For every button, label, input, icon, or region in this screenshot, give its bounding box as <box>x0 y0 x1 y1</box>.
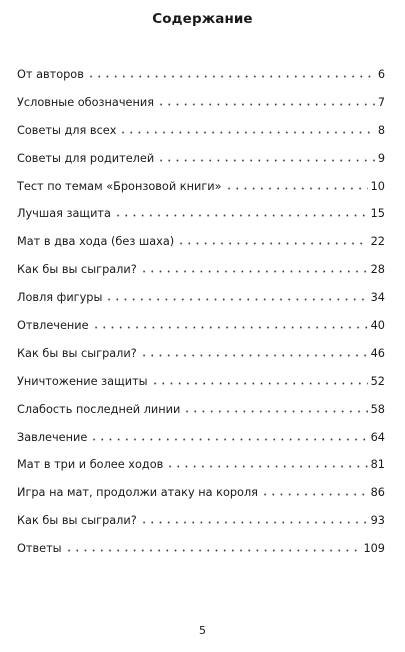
toc-entry <box>17 290 385 318</box>
dot-leader <box>177 234 367 245</box>
toc-entry <box>17 234 385 262</box>
toc-entry-page: 109 <box>363 542 385 556</box>
dot-leader <box>157 95 375 106</box>
dot-leader <box>90 430 367 441</box>
dot-leader <box>114 206 368 217</box>
table-of-contents <box>17 67 385 569</box>
toc-entry-title: Как бы вы сыграли? <box>17 514 137 528</box>
toc-entry <box>17 346 385 374</box>
toc-entry <box>17 95 385 123</box>
toc-entry-title: Советы для всех <box>17 123 117 137</box>
toc-entry-title: Ловля фигуры <box>17 291 103 305</box>
toc-entry-page: 34 <box>370 291 385 305</box>
toc-entry <box>17 179 385 207</box>
toc-entry <box>17 151 385 179</box>
toc-entry-page: 22 <box>370 235 385 249</box>
toc-entry <box>17 206 385 234</box>
toc-entry-page: 6 <box>377 68 385 81</box>
toc-entry-page: 58 <box>370 402 385 416</box>
dot-leader <box>225 179 368 190</box>
toc-entry-title: Как бы вы сыграли? <box>17 346 137 360</box>
toc-entry-title: Как бы вы сыграли? <box>17 263 137 277</box>
toc-entry-page: 64 <box>370 430 385 444</box>
toc-entry-page: 9 <box>377 151 385 165</box>
toc-entry-title: Мат в три и более ходов <box>17 458 164 472</box>
toc-entry <box>17 262 385 290</box>
toc-entry-page: 8 <box>377 123 385 137</box>
toc-entry-title: Завлечение <box>17 430 88 444</box>
dot-leader <box>92 318 368 329</box>
toc-entry-page: 15 <box>370 207 385 221</box>
toc-entry-page: 10 <box>370 179 385 193</box>
toc-entry <box>17 513 385 541</box>
toc-entry <box>17 457 385 485</box>
toc-entry <box>17 541 385 569</box>
dot-leader <box>166 457 367 468</box>
toc-entry-title: Игра на мат, продолжи атаку на короля <box>17 486 258 500</box>
toc-entry-page: 93 <box>370 514 385 528</box>
toc-entry-page: 81 <box>370 458 385 472</box>
toc-entry-title: Тест по темам «Бронзовой книги» <box>17 179 222 193</box>
toc-entry <box>17 430 385 458</box>
toc-entry-page: 52 <box>370 374 385 388</box>
toc-entry <box>17 402 385 430</box>
toc-entry-title: Советы для родителей <box>17 151 155 165</box>
dot-leader <box>151 374 368 385</box>
toc-entry <box>17 374 385 402</box>
toc-entry-title: Уничтожение защиты <box>17 374 148 388</box>
dot-leader <box>140 346 368 357</box>
toc-entry-page: 7 <box>377 95 385 109</box>
toc-entry-title: Ответы <box>17 542 62 556</box>
toc-entry <box>17 318 385 346</box>
toc-entry-title: Лучшая защита <box>17 207 111 221</box>
page-title: Содержание <box>152 11 253 27</box>
page-number: 5 <box>199 624 206 637</box>
dot-leader <box>140 262 368 273</box>
toc-entry <box>17 123 385 151</box>
toc-entry-title: От авторов <box>17 68 84 81</box>
dot-leader <box>105 290 367 301</box>
toc-entry-page: 40 <box>370 319 385 333</box>
dot-leader <box>65 541 361 552</box>
toc-entry <box>17 67 385 95</box>
toc-entry-title: Слабость последней линии <box>17 402 181 416</box>
toc-entry-page: 46 <box>370 346 385 360</box>
dot-leader <box>183 402 367 413</box>
toc-entry-page: 28 <box>370 263 385 277</box>
toc-entry-title: Условные обозначения <box>17 95 154 109</box>
dot-leader <box>157 151 375 162</box>
dot-leader <box>87 67 375 78</box>
dot-leader <box>261 485 368 496</box>
toc-entry-title: Мат в два хода (без шаха) <box>17 235 175 249</box>
toc-entry <box>17 485 385 513</box>
toc-entry-page: 86 <box>370 486 385 500</box>
dot-leader <box>140 513 368 524</box>
dot-leader <box>119 123 374 134</box>
toc-entry-title: Отвлечение <box>17 319 89 333</box>
